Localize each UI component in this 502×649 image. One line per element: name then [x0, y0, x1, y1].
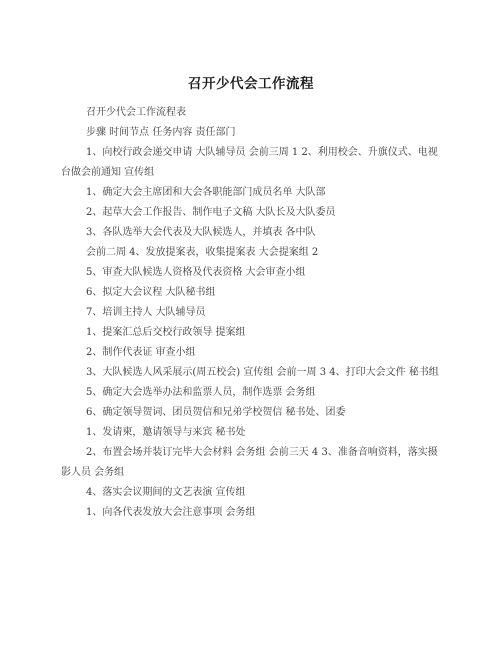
- paragraph: 6、拟定大会议程 大队秘书组: [86, 287, 216, 298]
- paragraph: 4、落实会议期间的文艺表演 宣传组: [86, 487, 246, 498]
- document-body: [61, 103, 443, 523]
- paragraph: 5、确定大会选举办法和监票人员，制作选票 会务组: [86, 387, 316, 398]
- paragraph: 召开少代会工作流程表: [86, 107, 186, 118]
- paragraph: 1、发请柬，邀请领导与来宾 秘书处: [86, 427, 246, 438]
- paragraph: 2、制作代表证 审查小组: [86, 347, 196, 358]
- paragraph: 1、确定大会主席团和大会各职能部门成员名单 大队部: [86, 187, 326, 198]
- paragraph: 1、向各代表发放大会注意事项 会务组: [86, 507, 256, 518]
- paragraph: 会前二周 4、发放提案表，收集提案表 大会提案组 2: [86, 247, 319, 258]
- paragraph: 1、提案汇总后交校行政领导 提案组: [86, 327, 246, 338]
- paragraph: 1、向校行政会递交申请 大队辅导员 会前三周 1 2、利用校会、升旗仪式、电视台做会前通知 宣传组: [61, 147, 438, 178]
- paragraph: 2、起草大会工作报告、制作电子文稿 大队长及大队委员: [86, 207, 336, 218]
- paragraph: 7、培训主持人 大队辅导员: [86, 307, 206, 318]
- paragraph: 6、确定领导贺词、团员贺信和兄弟学校贺信 秘书处、团委: [86, 407, 346, 418]
- paragraph: 步骤 时间节点 任务内容 责任部门: [86, 127, 236, 138]
- paragraph: 3、大队候选人风采展示(周五校会) 宣传组 会前一周 3 4、打印大会文件 秘书组: [86, 367, 439, 378]
- paragraph: 5、审查大队候选人资格及代表资格 大会审查小组: [86, 267, 306, 278]
- document-title: 召开少代会工作流程: [188, 76, 314, 92]
- paragraph: 2、布置会场并装订完毕大会材料 会务组 会前三天 4 3、准备音响资料，落实摄影人员 会务组: [61, 447, 438, 478]
- paragraph: 3、各队选举大会代表及大队候选人，并填表 各中队: [86, 227, 316, 238]
